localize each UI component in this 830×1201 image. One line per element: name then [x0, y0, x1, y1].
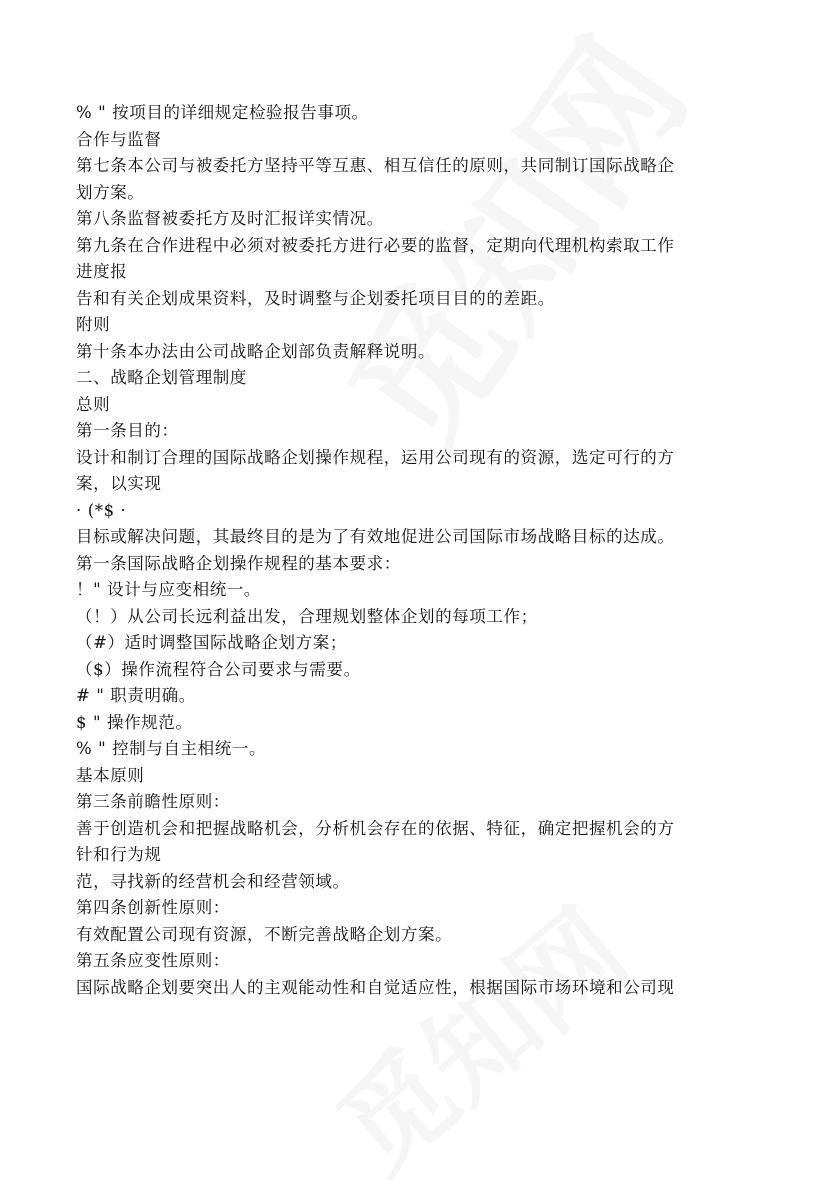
- text-line: 总则: [76, 394, 111, 414]
- text-line: ！" 设计与应变相统一。: [76, 580, 262, 599]
- text-line: % " 控制与自主相统一。: [76, 739, 267, 758]
- text-line: 附则: [76, 315, 111, 334]
- text-line: # " 职责明确。: [76, 686, 196, 705]
- text-line: 第九条在合作进程中必须对被委托方进行必要的监督，定期向代理机构索取工作: [76, 235, 675, 255]
- text-line: 设计和制订合理的国际战略企划操作规程，运用公司现有的资源，选定可行的方: [76, 447, 675, 467]
- text-line: 合作与监督: [76, 129, 162, 149]
- text-line: 善于创造机会和把握战略机会，分析机会存在的依据、特征，确定把握机会的方: [76, 818, 675, 838]
- text-line: 二、战略企划管理制度: [76, 368, 247, 387]
- text-line: 进度报: [76, 262, 128, 281]
- text-line: 针和行为规: [76, 845, 162, 864]
- text-line: 目标或解决问题，其最终目的是为了有效地促进公司国际市场战略目标的达成。: [76, 527, 675, 546]
- text-line: 第十条本办法由公司战略企划部负责解释说明。: [76, 341, 436, 361]
- text-line: · (*$ ·: [76, 500, 127, 520]
- text-line: （！）从公司长远利益出发，合理规划整体企划的每项工作；: [76, 606, 538, 626]
- text-line: （$）操作流程符合公司要求与需要。: [76, 659, 361, 679]
- text-line: $ " 操作规范。: [76, 712, 193, 732]
- text-line: 划方案。: [76, 182, 145, 202]
- text-line: 有效配置公司现有资源，不断完善战略企划方案。: [76, 924, 453, 944]
- text-line: 告和有关企划成果资料，及时调整与企划委托项目目的的差距。: [76, 288, 555, 308]
- text-line: 第一条目的：: [76, 421, 179, 440]
- text-line: （#）适时调整国际战略企划方案；: [76, 633, 347, 652]
- text-line: 范，寻找新的经营机会和经营领域。: [76, 871, 350, 891]
- text-line: 第七条本公司与被委托方坚持平等互惠、相互信任的原则，共同制订国际战略企: [76, 156, 675, 175]
- document-body: [76, 100, 766, 1001]
- text-line: 第四条创新性原则：: [76, 898, 230, 917]
- text-line: 案，以实现: [76, 474, 162, 493]
- text-line: 第一条国际战略企划操作规程的基本要求：: [76, 553, 401, 573]
- text-line: % " 按项目的详细规定检验报告事项。: [76, 103, 369, 122]
- text-line: 第八条监督被委托方及时汇报详实情况。: [76, 209, 384, 228]
- text-line: 第三条前瞻性原则：: [76, 792, 230, 811]
- text-line: 国际战略企划要突出人的主观能动性和自觉适应性，根据国际市场环境和公司现: [76, 977, 675, 997]
- text-line: 基本原则: [76, 765, 145, 785]
- text-line: 第五条应变性原则：: [76, 951, 230, 970]
